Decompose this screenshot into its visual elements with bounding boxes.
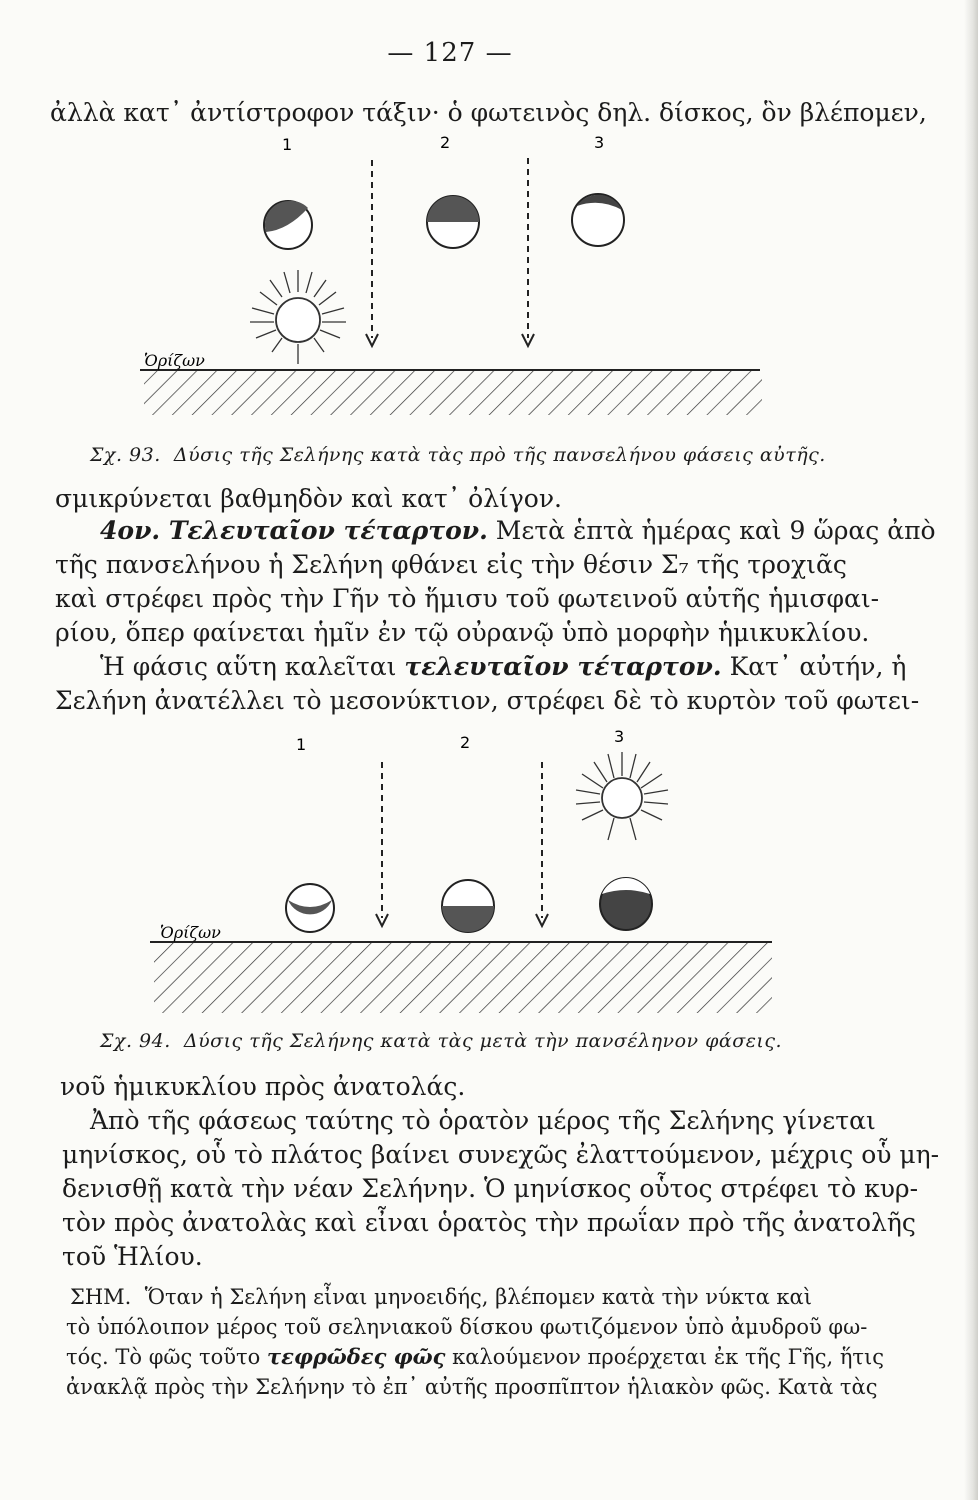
moon-phase-1 bbox=[264, 201, 312, 249]
text-line: ρίου, ὅπερ φαίνεται ἡμῖν ἐν τῷ οὐρανῷ ὑπὸ μορφὴν ἡμικυκλίου. bbox=[55, 618, 870, 647]
horizon-label: Ὁρίζων bbox=[144, 351, 205, 370]
text-line: 4ον. Τελευταῖον τέταρτον. Μετὰ ἑπτὰ ἡμέρας καὶ 9 ὥρας ἀπὸ bbox=[100, 516, 936, 545]
text-line: τοῦ Ἡλίου. bbox=[62, 1242, 203, 1271]
figure-93-label-3: 3 bbox=[594, 133, 605, 152]
figure-94-label-1: 1 bbox=[296, 735, 307, 754]
sun-icon bbox=[250, 270, 346, 364]
text-line: Σελήνη ἀνατέλλει τὸ μεσονύκτιον, στρέφει δὲ τὸ κυρτὸν τοῦ φωτει- bbox=[55, 686, 920, 715]
horizon-label: Ὁρίζων bbox=[160, 923, 221, 942]
page-number: — 127 — bbox=[387, 38, 513, 68]
moon-phase-2 bbox=[427, 196, 479, 248]
moon-phase-3 bbox=[600, 878, 652, 930]
text-line: ἀλλὰ κατ᾿ ἀντίστροφον τάξιν· ὁ φωτεινὸς δηλ. δίσκος, ὃν βλέπομεν, bbox=[50, 98, 927, 127]
ground-hatching bbox=[154, 943, 772, 1013]
moon-phase-1 bbox=[286, 884, 334, 932]
text-line: Ἀπὸ τῆς φάσεως ταύτης τὸ ὁρατὸν μέρος τῆς Σελήνης γίνεται bbox=[90, 1106, 876, 1135]
text-line: νοῦ ἡμικυκλίου πρὸς ἀνατολάς. bbox=[60, 1072, 466, 1101]
note-line: ἀνακλᾷ πρὸς τὴν Σελήνην τὸ ἐπ᾿ αὐτῆς προσπῖπτον ἡλιακὸν φῶς. Κατὰ τὰς bbox=[66, 1375, 878, 1399]
text-line: μηνίσκος, οὗ τὸ πλάτος βαίνει συνεχῶς ἐλαττούμενον, μέχρις οὗ μη- bbox=[62, 1140, 940, 1169]
note-line: ΣΗΜ. Ὅταν ἡ Σελήνη εἶναι μηνοειδής, βλέπομεν κατὰ τὴν νύκτα καὶ bbox=[70, 1285, 812, 1309]
figure-94-label-3: 3 bbox=[614, 728, 625, 746]
emphasis: τελευταῖον τέταρτον. bbox=[404, 652, 722, 681]
figure-93-label-1: 1 bbox=[282, 135, 293, 154]
text-line: Ἡ φάσις αὕτη καλεῖται τελευταῖον τέταρτον. Κατ᾿ αὐτήν, ἡ bbox=[100, 652, 907, 681]
ground-hatching bbox=[144, 371, 762, 415]
text-line: σμικρύνεται βαθμηδὸν καὶ κατ᾿ ὀλίγον. bbox=[55, 484, 562, 513]
sun-icon bbox=[576, 752, 668, 840]
note-line: τός. Τὸ φῶς τοῦτο τεφρῶδες φῶς καλούμενον προέρχεται ἐκ τῆς Γῆς, ἥτις bbox=[66, 1344, 885, 1369]
figure-94-diagram bbox=[150, 728, 790, 1028]
figure-94-caption: Σχ. 94. Δύσις τῆς Σελήνης κατὰ τὰς μετὰ τὴν πανσέληνον φάσεις. bbox=[100, 1030, 783, 1052]
descent-arrow-2 bbox=[536, 914, 548, 926]
figure-93-diagram bbox=[140, 130, 800, 450]
figure-94-label-2: 2 bbox=[460, 733, 471, 752]
descent-arrow-1 bbox=[376, 914, 388, 926]
figure-93-caption: Σχ. 93. Δύσις τῆς Σελήνης κατὰ τὰς πρὸ τῆς πανσελήνου φάσεις αὐτῆς. bbox=[90, 444, 826, 466]
section-heading: 4ον. Τελευταῖον τέταρτον. bbox=[100, 516, 488, 545]
moon-phase-2 bbox=[442, 880, 494, 932]
figure-93-label-2: 2 bbox=[440, 133, 451, 152]
note-line: τὸ ὑπόλοιπον μέρος τοῦ σεληνιακοῦ δίσκου φωτιζόμενον ὑπὸ ἀμυδροῦ φω- bbox=[66, 1315, 868, 1339]
emphasis: τεφρῶδες φῶς bbox=[266, 1344, 446, 1369]
text-line: καὶ στρέφει πρὸς τὴν Γῆν τὸ ἥμισυ τοῦ φωτεινοῦ αὐτῆς ἡμισφαι- bbox=[55, 584, 880, 613]
text-line: τὸν πρὸς ἀνατολὰς καὶ εἶναι ὁρατὸς τὴν πρωΐαν πρὸ τῆς ἀνατολῆς bbox=[62, 1208, 916, 1237]
page-edge-shadow bbox=[964, 0, 978, 1500]
moon-phase-3 bbox=[572, 194, 624, 246]
text-line: τῆς πανσελήνου ἡ Σελήνη φθάνει εἰς τὴν θέσιν Σ₇ τῆς τροχιᾶς bbox=[55, 550, 847, 579]
text-line: δενισθῇ κατὰ τὴν νέαν Σελήνην. Ὁ μηνίσκος οὗτος στρέφει τὸ κυρ- bbox=[62, 1174, 919, 1203]
descent-arrow-1 bbox=[366, 334, 378, 346]
